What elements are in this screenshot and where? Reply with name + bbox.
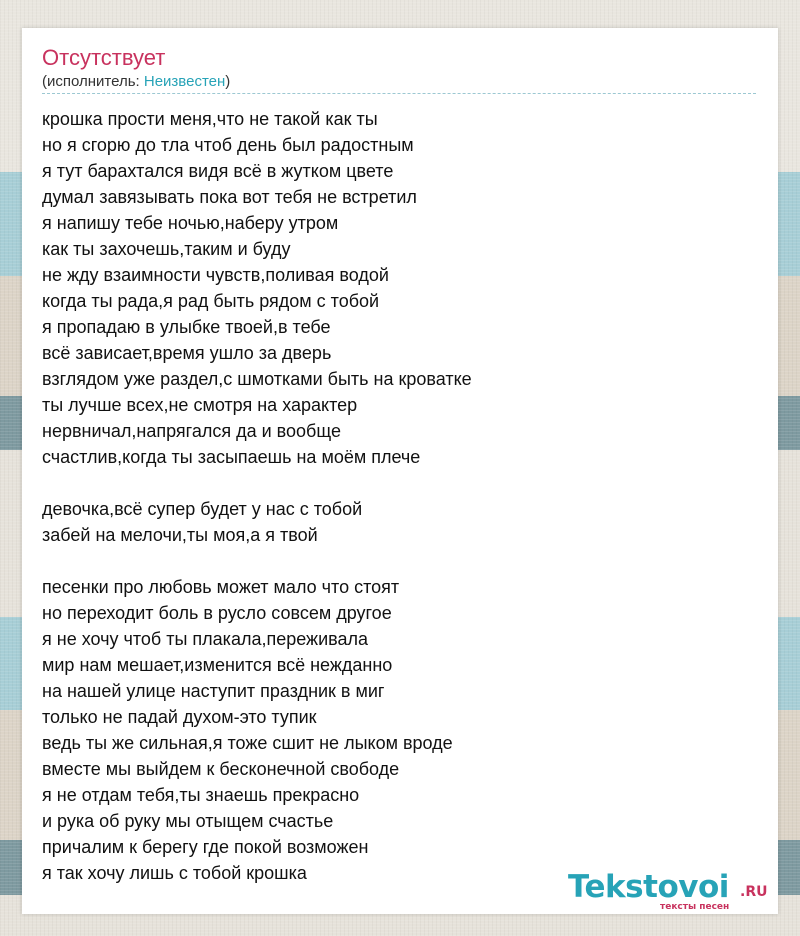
lyric-line: не жду взаимности чувств,поливая водой bbox=[42, 265, 389, 285]
lyric-line: вместе мы выйдем к бесконечной свободе bbox=[42, 759, 400, 779]
lyric-line: когда ты рада,я рад быть рядом с тобой bbox=[42, 291, 380, 311]
lyric-line: девочка,всё супер будет у нас с тобой bbox=[42, 499, 363, 519]
lyric-line: взглядом уже раздел,с шмотками быть на кроватке bbox=[42, 369, 472, 389]
artist-line bbox=[42, 73, 230, 91]
lyric-line: ведь ты же сильная,я тоже сшит не лыком вроде bbox=[42, 733, 453, 753]
lyric-line: причалим к берегу где покой возможен bbox=[42, 837, 369, 857]
lyric-line: песенки про любовь может мало что стоят bbox=[42, 577, 400, 597]
artist-link[interactable]: Неизвестен bbox=[143, 73, 226, 90]
lyric-line: но переходит боль в русло совсем другое bbox=[42, 603, 392, 623]
lyric-line: забей на мелочи,ты моя,а я твой bbox=[42, 525, 318, 545]
lyric-line: только не падай духом-это тупик bbox=[42, 707, 317, 727]
lyric-line: всё зависает,время ушло за дверь bbox=[42, 343, 332, 363]
lyric-line: я так хочу лишь с тобой крошка bbox=[42, 863, 307, 883]
lyric-line: на нашей улице наступит праздник в миг bbox=[42, 681, 385, 701]
lyric-line: но я сгорю до тла чтоб день был радостным bbox=[42, 135, 414, 155]
logo-tld: .RU bbox=[740, 884, 768, 900]
lyric-line: как ты захочешь,таким и буду bbox=[42, 239, 291, 259]
artist-prefix: (исполнитель: bbox=[42, 73, 144, 90]
lyric-line: крошка прости меня,что не такой как ты bbox=[42, 109, 378, 129]
lyric-line: я напишу тебе ночью,наберу утром bbox=[42, 213, 339, 233]
lyric-line: я не отдам тебя,ты знаешь прекрасно bbox=[42, 785, 360, 805]
lyric-line: думал завязывать пока вот тебя не встретил bbox=[42, 187, 417, 207]
artist-suffix: ) bbox=[225, 73, 231, 90]
lyric-line: я не хочу чтоб ты плакала,переживала bbox=[42, 629, 369, 649]
lyric-line: я пропадаю в улыбке твоей,в тебе bbox=[42, 317, 331, 337]
song-title: Отсутствует bbox=[42, 45, 166, 70]
logo-tagline: тексты песен bbox=[660, 902, 730, 912]
lyrics-card bbox=[22, 28, 778, 914]
stanza-break bbox=[42, 548, 756, 574]
lyric-line: и рука об руку мы отыщем счастье bbox=[42, 811, 334, 831]
site-logo[interactable] bbox=[568, 870, 778, 914]
lyric-line: я тут барахтался видя всё в жутком цвете bbox=[42, 161, 394, 181]
lyric-line: мир нам мешает,изменится всё нежданно bbox=[42, 655, 393, 675]
lyric-line: ты лучше всех,не смотря на характер bbox=[42, 395, 358, 415]
logo-wordmark: Tekstovoi bbox=[568, 869, 729, 905]
title-divider bbox=[42, 93, 756, 94]
stanza-break bbox=[42, 470, 756, 496]
lyric-line: счастлив,когда ты засыпаешь на моём плече bbox=[42, 447, 421, 467]
lyric-line: нервничал,напрягался да и вообще bbox=[42, 421, 341, 441]
lyrics-text bbox=[42, 106, 756, 886]
